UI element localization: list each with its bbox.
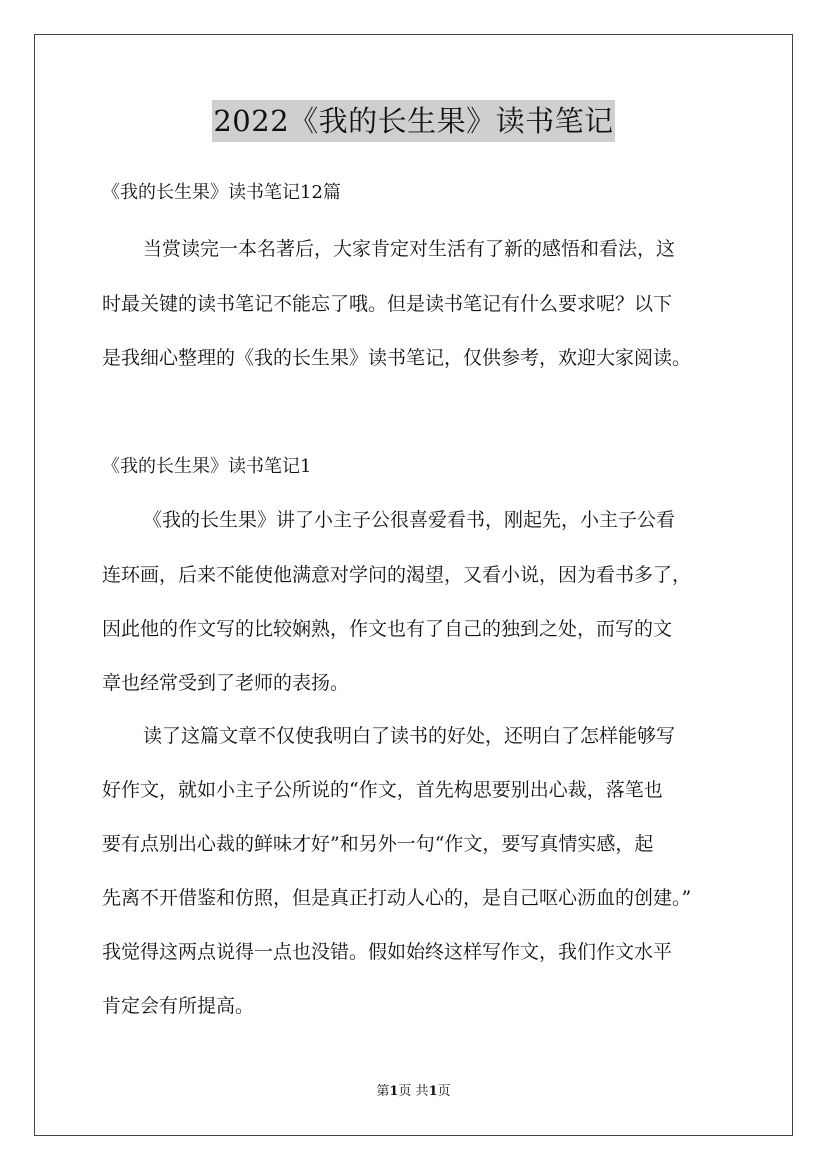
page-footer bbox=[0, 1083, 827, 1101]
title-container bbox=[0, 100, 827, 142]
footer-total-pages: 1 bbox=[428, 1084, 438, 1099]
footer-page-mid: 页 共 bbox=[398, 1084, 429, 1099]
paragraph2-line-5: 我觉得这两点说得一点也没错。假如始终这样写作文，我们作文水平 bbox=[102, 941, 673, 963]
paragraph1-line-2: 连环画，后来不能使他满意对学问的渴望，又看小说，因为看书多了， bbox=[102, 564, 692, 586]
document-subtitle: 《我的长生果》读书笔记12篇 bbox=[102, 182, 341, 203]
footer-page-prefix: 第 bbox=[376, 1084, 390, 1099]
paragraph2-line-3: 要有点别出心裁的鲜味才好”和另外一句“作文，要写真情实感，起 bbox=[102, 833, 654, 855]
paragraph2-line-6: 肯定会有所提高。 bbox=[102, 995, 255, 1017]
document-title: 2022《我的长生果》读书笔记 bbox=[212, 100, 614, 142]
paragraph1-line-1: 《我的长生果》讲了小主子公很喜爱看书，刚起先，小主子公看 bbox=[143, 509, 676, 531]
paragraph2-line-1: 读了这篇文章不仅使我明白了读书的好处，还明白了怎样能够写 bbox=[143, 725, 676, 747]
paragraph2-line-2: 好作文，就如小主子公所说的“作文，首先构思要别出心裁，落笔也 bbox=[102, 779, 663, 801]
intro-line-1: 当赏读完一本名著后，大家肯定对生活有了新的感悟和看法，这 bbox=[143, 238, 676, 260]
footer-current-page: 1 bbox=[389, 1084, 399, 1099]
paragraph1-line-3: 因此他的作文写的比较娴熟，作文也有了自己的独到之处，而写的文 bbox=[102, 618, 673, 640]
footer-page-suffix: 页 bbox=[437, 1084, 451, 1099]
paragraph2-line-4: 先离不开借鉴和仿照，但是真正打动人心的，是自己呕心沥血的创建。” bbox=[102, 887, 692, 909]
section-heading: 《我的长生果》读书笔记1 bbox=[102, 456, 312, 477]
intro-line-3: 是我细心整理的《我的长生果》读书笔记，仅供参考，欢迎大家阅读。 bbox=[102, 347, 692, 369]
paragraph1-line-4: 章也经常受到了老师的表扬。 bbox=[102, 672, 350, 694]
intro-line-2: 时最关键的读书笔记不能忘了哦。但是读书笔记有什么要求呢？以下 bbox=[102, 293, 673, 315]
